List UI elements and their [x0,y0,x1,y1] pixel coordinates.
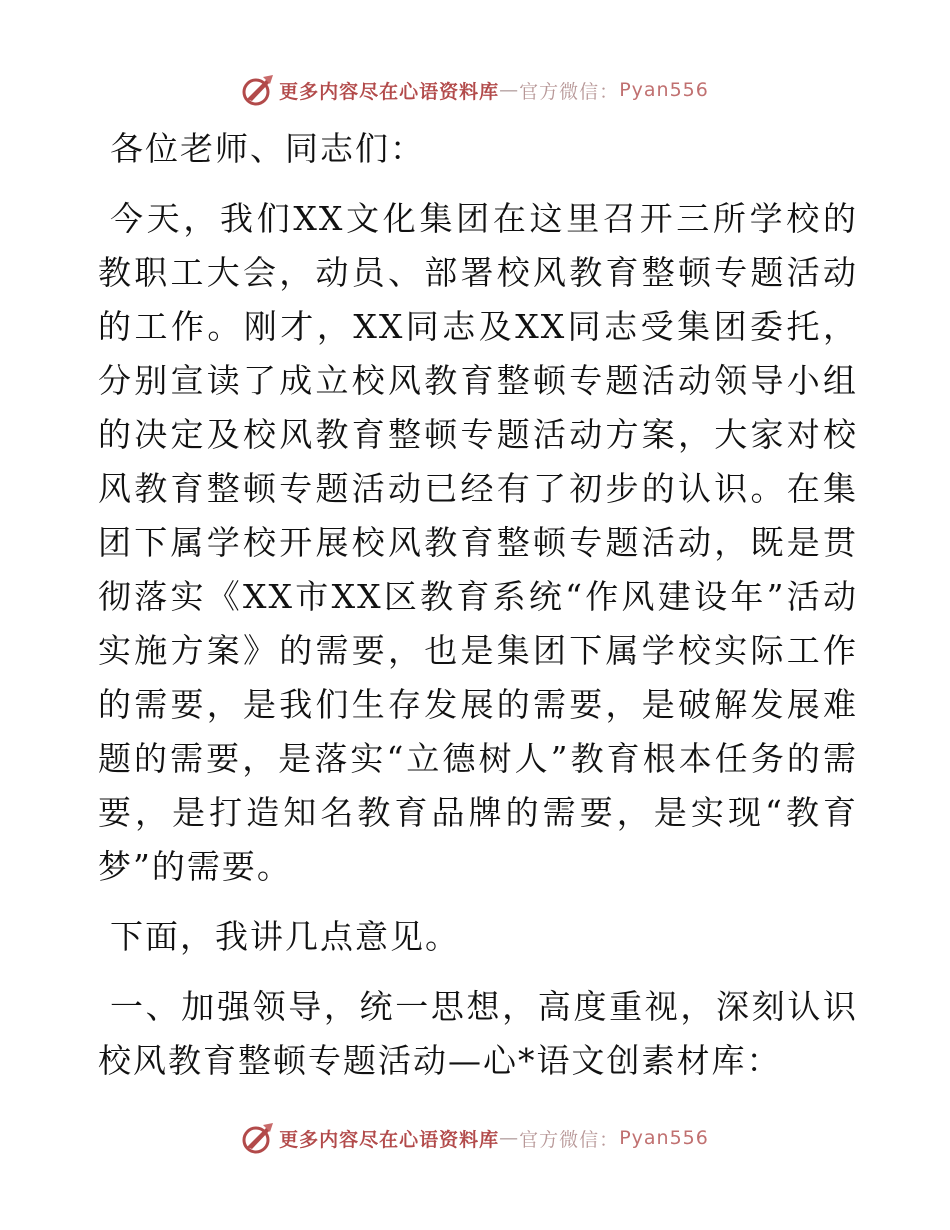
banner-dash: — [499,79,520,101]
quill-logo-icon [241,1121,275,1155]
banner-wechat-id: Pyan556 [619,1127,709,1149]
paragraph-3: 一、加强领导，统一思想，高度重视，深刻认识校风教育整顿专题活动—心*语文创素材库： [98,987,858,1080]
paragraph-2: 下面，我讲几点意见。 [110,917,460,956]
banner-dash: — [499,1127,520,1149]
banner-main-text: 更多内容尽在心语资料库 [279,80,500,103]
banner-wechat-id: Pyan556 [619,79,709,101]
quill-logo-icon [241,73,275,107]
header-watermark-banner [0,70,950,110]
banner-main-text: 更多内容尽在心语资料库 [279,1128,500,1151]
salutation: 各位老师、同志们： [110,129,425,168]
banner-sub-text: 官方微信： [519,1128,620,1151]
banner-sub-text: 官方微信： [519,80,620,103]
footer-watermark-banner [0,1118,950,1158]
paragraph-1: 今天，我们XX文化集团在这里召开三所学校的教职工大会，动员、部署校风教育整顿专题活动的工作。刚才，XX同志及XX同志受集团委托，分别宣读了成立校风教育整顿专题活动领导小组的决定及校风教育整顿专题活动方案，大家对校风教育整顿专题活动已经有了初步的认识。在集团下属学校开展校风教育整顿专题活动，既是贯彻落实《XX市XX区教育系统“作风建设年”活动实施方案》的需要，也是集团下属学校实际工作的需要，是我们生存发展的需要，是破解发展难题的需要，是落实“立德树人”教育根本任务的需要，是打造知名教育品牌的需要，是实现“教育梦”的需要。 [98,199,858,886]
document-body [98,122,858,1104]
